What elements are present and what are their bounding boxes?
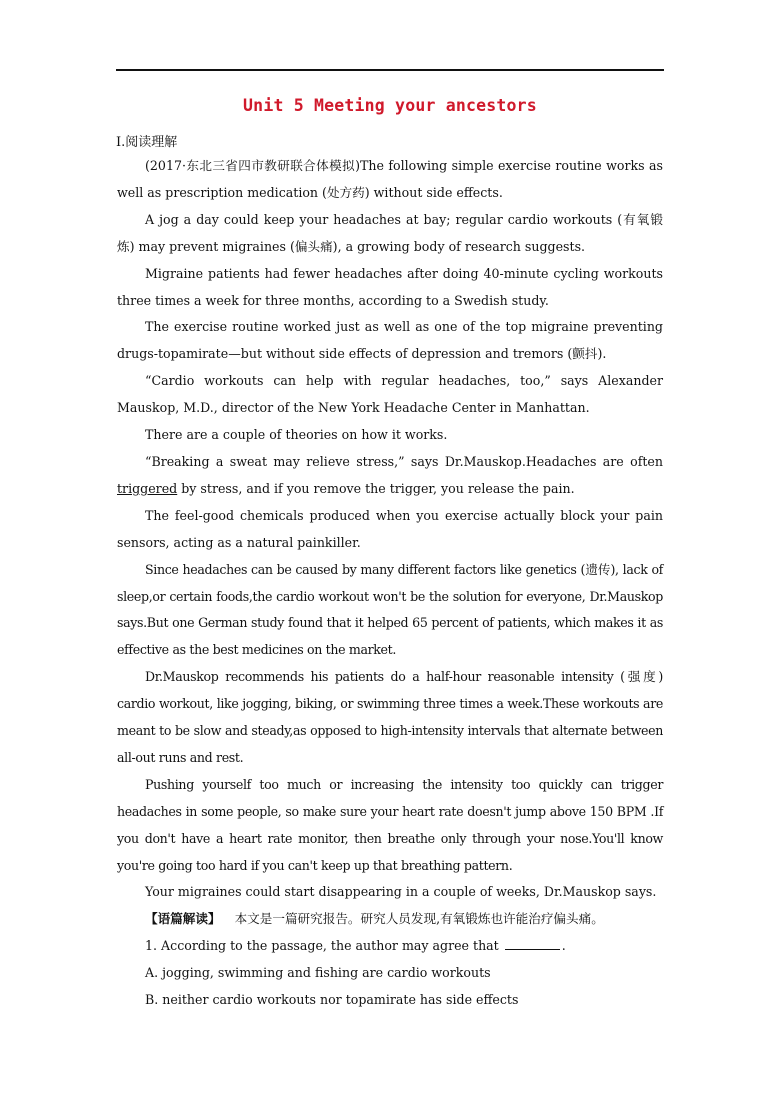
question-text: According to the passage, the author may agree that [161,938,499,954]
question-number: 1. [145,938,158,954]
page-title: Unit 5 Meeting your ancestors [243,96,537,115]
passage-paragraph: “Cardio workouts can help with regular headaches, too,” says Alexander Mauskop, M.D., director of the New York Headache Center in Manhattan. [117,373,663,416]
passage-paragraph: (2017·东北三省四市教研联合体模拟)The following simple exercise routine works as well as prescription medication (处方药) without side effects. [117,158,663,200]
answer-option-b[interactable]: B. neither cardio workouts nor topamirate has side effects [145,992,519,1008]
summary-paragraph [117,906,663,933]
section-heading: Ⅰ.阅读理解 [116,135,178,150]
passage-paragraph: The exercise routine worked just as well as one of the top migraine preventing drugs-topamirate—but without side effects of depression and tremors (颤抖). [117,319,663,362]
question-end: . [561,938,566,954]
underlined-word: triggered [117,480,178,496]
passage-body [117,153,663,1014]
passage-paragraph: A jog a day could keep your headaches at bay; regular cardio workouts (有氧锻炼) may prevent migraines (偏头痛), a growing body of research suggests. [117,211,663,254]
summary-label: 【语篇解读】 [145,911,221,927]
answer-blank[interactable] [505,937,560,950]
answer-option-a[interactable]: A. jogging, swimming and fishing are cardio workouts [145,965,491,981]
passage-paragraph: Dr.Mauskop recommends his patients do a half-hour reasonable intensity (强度) cardio workout, like jogging, biking, or swimming three times a week.These workouts are meant to be slow and steady,as opposed to high-intensity intervals that alternate between all-out runs and rest. [117,669,663,765]
passage-paragraph: Pushing yourself too much or increasing the intensity too quickly can trigger headaches in some people, so make sure your heart rate doesn't jump above 150 BPM .If you don't have a heart rate monitor, then breathe only through your nose.You'll know you're going too hard if you can't keep up that breathing pattern. [117,776,663,873]
passage-paragraph: The feel-good chemicals produced when you exercise actually block your pain sensors, acting as a natural painkiller. [117,507,663,550]
passage-paragraph: Since headaches can be caused by many different factors like genetics (遗传), lack of sleep,or certain foods,the cardio workout won't be the solution for everyone, Dr.Mauskop says.But one German study found that it helped 65 percent of patients, which makes it as effective as the best medicines on the market. [117,561,663,658]
top-rule [116,69,664,71]
passage-paragraph [117,449,663,503]
passage-text: by stress, and if you remove the trigger, you release the pain. [177,480,575,496]
passage-text: “Breaking a sweat may relieve stress,” says Dr.Mauskop.Headaches are often [145,453,663,469]
passage-paragraph: There are a couple of theories on how it works. [145,427,448,443]
summary-text: 本文是一篇研究报告。研究人员发现,有氧锻炼也许能治疗偏头痛。 [234,911,604,927]
passage-paragraph: Migraine patients had fewer headaches after doing 40-minute cycling workouts three times a week for three months, according to a Swedish study. [117,265,663,308]
question-stem [117,933,663,960]
passage-paragraph: Your migraines could start disappearing in a couple of weeks, Dr.Mauskop says. [145,884,657,900]
